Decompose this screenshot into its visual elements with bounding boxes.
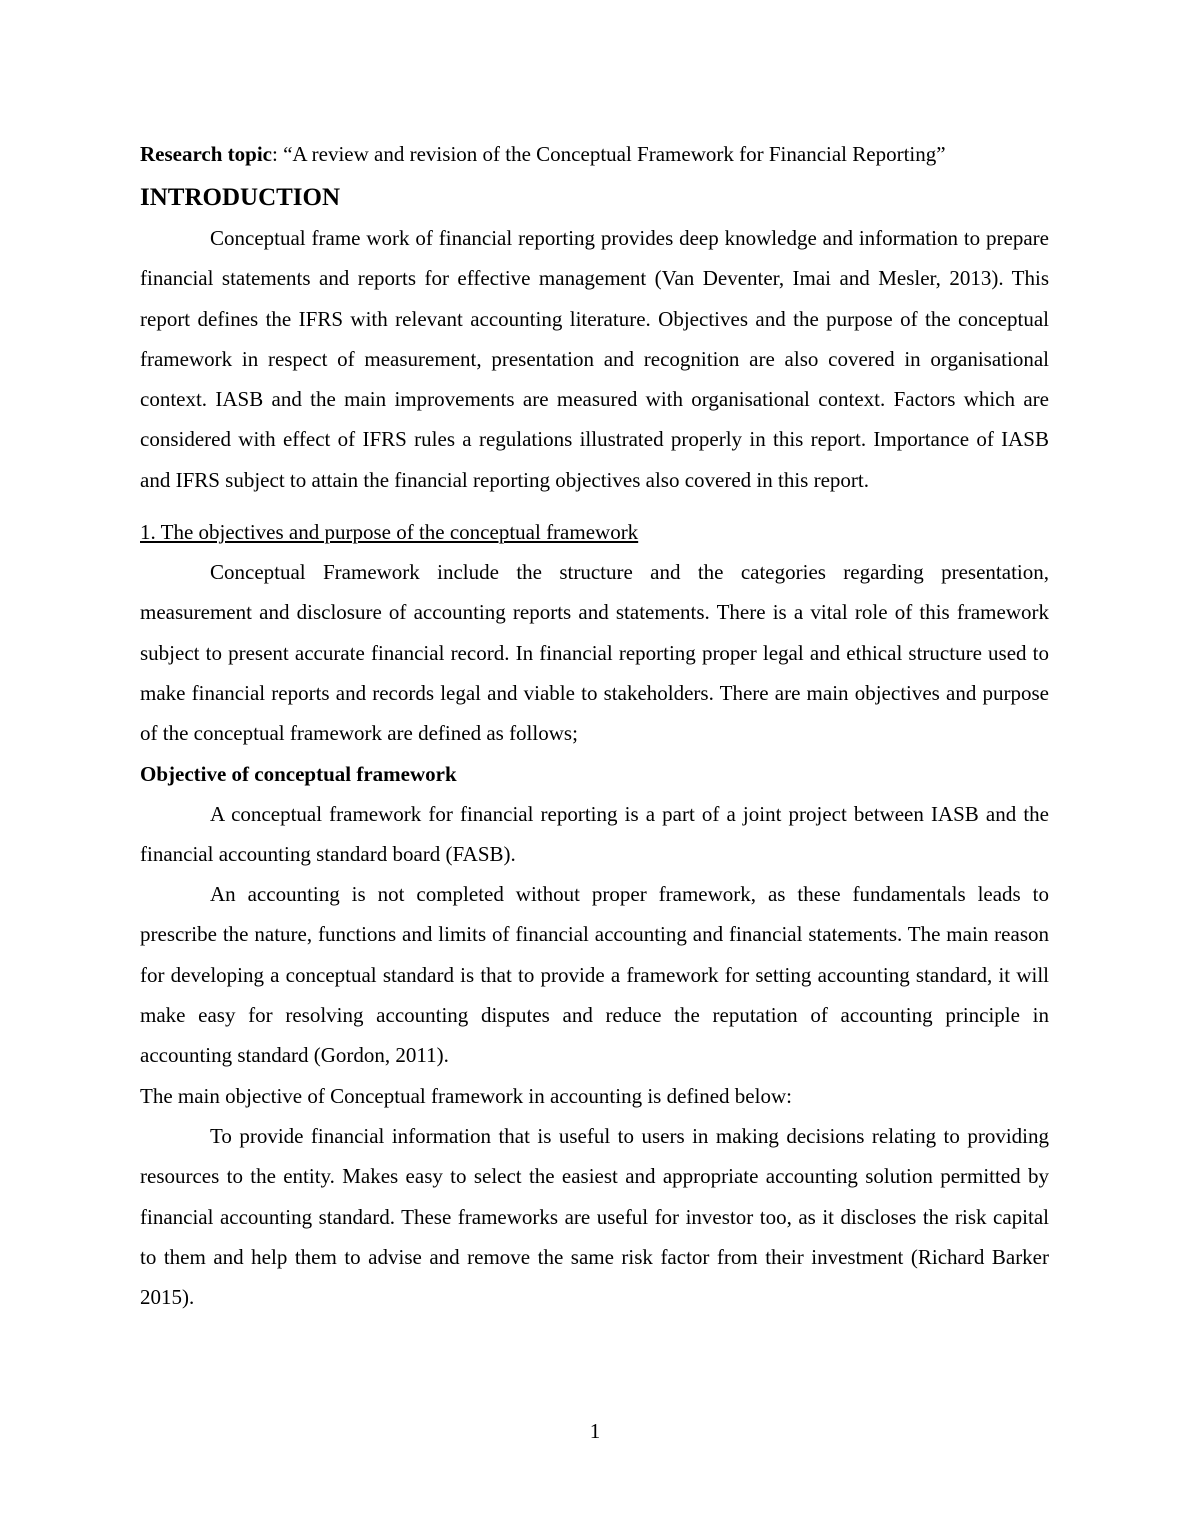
introduction-paragraph: Conceptual frame work of financial reporting provides deep knowledge and information to prepare financial statements and reports for effective management (Van Deventer, Imai and Mesler, 2013). This report defines the IFRS with relevant accounting literature. Objectives and the purpose of the conceptual framework in respect of measurement, presentation and recognition are also covered in organisational context. IASB and the main improvements are measured with organisational context. Factors which are considered with effect of IFRS rules a regulations illustrated properly in this report. Importance of IASB and IFRS subject to attain the financial reporting objectives also covered in this report. <box>140 226 1049 492</box>
document-page <box>140 138 1049 1317</box>
section-1-paragraph: Conceptual Framework include the structure and the categories regarding presentation, measurement and disclosure of accounting reports and statements. There is a vital role of this framework subject to present accurate financial record. In financial reporting proper legal and ethical structure used to make financial reports and records legal and viable to stakeholders. There are main objectives and purpose of the conceptual framework are defined as follows; <box>140 560 1049 746</box>
research-topic-text: : “A review and revision of the Conceptual Framework for Financial Reporting” <box>272 142 946 166</box>
section-1-heading: 1. The objectives and purpose of the conceptual framework <box>140 520 639 545</box>
introduction-heading: INTRODUCTION <box>140 184 341 211</box>
objective-heading: Objective of conceptual framework <box>140 761 457 786</box>
research-topic-label: Research topic <box>140 142 272 166</box>
objective-paragraph-1: A conceptual framework for financial reporting is a part of a joint project between IASB and the financial accounting standard board (FASB). <box>140 801 1049 866</box>
research-topic-line <box>140 138 1049 170</box>
objective-paragraph-3: To provide financial information that is useful to users in making decisions relating to providing resources to the entity. Makes easy to select the easiest and appropriate accounting solution permitted by financial accounting standard. These frameworks are useful for investor too, as it discloses the risk capital to them and help them to advise and remove the same risk factor from their investment (Richard Barker 2015). <box>140 1123 1049 1310</box>
page-number: 1 <box>589 1419 601 1443</box>
objective-paragraph-2: An accounting is not completed without proper framework, as these fundamentals leads to prescribe the nature, functions and limits of financial accounting and financial statements. The main reason for developing a conceptual standard is that to provide a framework for setting accounting standard, it will make easy for resolving accounting disputes and reduce the reputation of accounting principle in accounting standard (Gordon, 2011). <box>140 882 1049 1068</box>
main-objective-line: The main objective of Conceptual framework in accounting is defined below: <box>140 1083 792 1108</box>
